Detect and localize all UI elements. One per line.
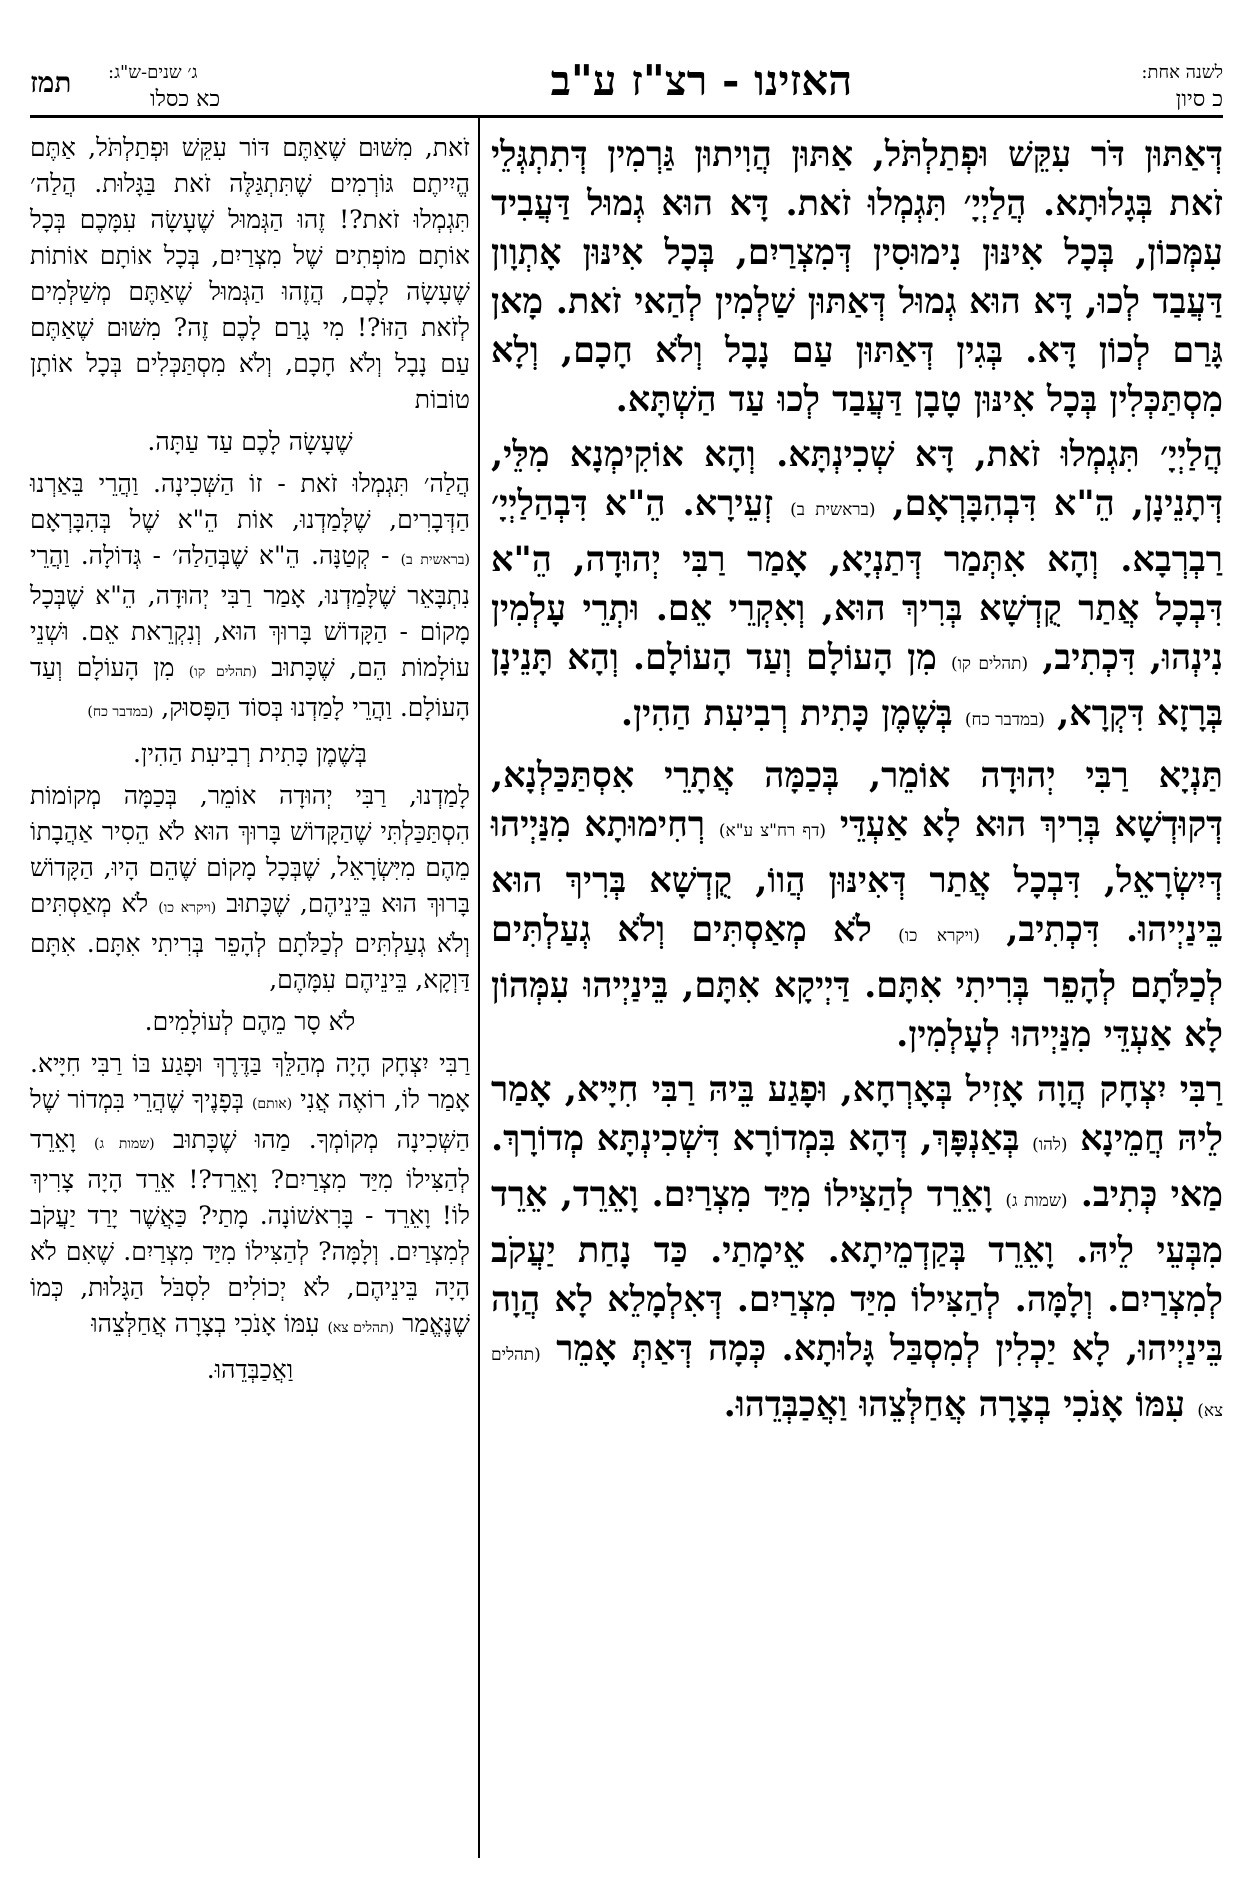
source-ref: (אותם) <box>251 1096 293 1112</box>
source-ref: (להו) <box>1032 1135 1068 1155</box>
main-paragraph-4 <box>491 1065 1223 1436</box>
page-ref: (דף רח"צ ע"א) <box>718 821 827 841</box>
source-ref: (תהלים צא) <box>327 1320 395 1336</box>
header-left-bottom: כא כסלו <box>150 87 221 112</box>
trans-p4-text-a: רַבִּי יִצְחָק הָיָה מְהַלֵּךְ בַּדֶּרֶךְ וּפָגַע בּוֹ רַבִּי חִיָּיא. אָמַר לוֹ, רוֹאֶה אֲנִי <box>30 1049 471 1114</box>
source-ref: (ויקרא כו) <box>898 926 980 946</box>
trans-p1-end: שֶׁעָשָׂה לָכֶם עַד עַתָּה. <box>147 427 353 456</box>
header-right-bottom: כ סיון <box>1175 87 1223 112</box>
main-p2-text-b: זְעֵירָא. הֵ"א דִּבְהַלַיְיָ׳ רַבְרְבָא. וְהָא אִתְּמַר דְּתַנְיָא, אָמַר רַבִּי יְהוּדָה, הֵ"א דִּבְכָל אֲתַר קֻדְשָׁא בְּרִיךְ הוּא, וְאִקְרֵי אֵם. וּתְרֵי עָלְמִין נִינְהוּ, דִּכְתִיב, <box>491 483 1224 678</box>
source-ref: (תהלים קו) <box>950 654 1029 674</box>
source-ref: (במדבר כח) <box>87 704 154 720</box>
trans-p4-end: וַאֲכַבְּדֵהוּ. <box>206 1355 294 1384</box>
source-ref: (שמות ג) <box>93 1136 155 1152</box>
trans-p2-end: בְּשֶׁמֶן כָּתִית רְבִיעִת הַהִין. <box>133 739 367 768</box>
trans-p3-text-a: לָמַדְנוּ, רַבִּי יְהוּדָה אוֹמֵר, בְּכַמָּה מְקוֹמוֹת הִסְתַּכַּלְתִּי שֶׁהַקָּדוֹשׁ בָּרוּךְ הוּא לֹא הֵסִיר אַהֲבָתוֹ מֵהֶם מִיִּשְׂרָאֵל, שֶׁבְּכָל מָקוֹם שֶׁהֵם הָיוּ, הַקָּדוֹשׁ בָּרוּךְ הוּא בֵּינֵיהֶם, שֶׁכָּתוּב <box>30 781 471 918</box>
source-ref: (בראשית ב) <box>400 552 470 568</box>
main-p4-text-d: עִמּוֹ אָנֹכִי בְצָרָה אֲחַלְּצֵהוּ וַאֲכַבְּדֵהוּ. <box>723 1384 1186 1425</box>
column-divider <box>478 118 480 1858</box>
trans-p3-text-b: לֹא מְאַסְתִּים וְלֹא גְעַלְתִּים לְכַלֹּתָם לְהָפֵר בְּרִיתִי אִתָּם. אִתָּם דַּוְקָא, בֵּינֵיהֶם עִמָּהֶם, <box>30 889 470 994</box>
trans-p4-text-c: וָאֵרֵד לְהַצִּילוֹ מִיַּד מִצְרַיִם? וָאֵרֵד?! אֵרֵד הָיָה צָרִיךְ לוֹ! וָאֵרֵד - בָּרִאשׁוֹנָה. מָתַי? כַּאֲשֶׁר יָרַד יַעֲקֹב לְמִצְרַיִם. וְלָמָּה? לְהַצִּילוֹ מִיַּד מִצְרַיִם. שֶׁאִם לֹא הָיָה בֵּינֵיהֶם, לֹא יְכוֹלִים לִסְבֹּל הַגָּלוּת, כְּמוֹ שֶׁנֶּאֱמַר <box>30 1125 470 1338</box>
main-p1-text: דְּאַתּוּן דֹּר עִקֵּשׁ וּפְתַלְתֹּל, אַתּוּן הֲוִיתוּן גַּרְמִין דְּתִתְגְּלֵי זֹאת בְּגָלוּתָא. הֲלַיְיָ׳ תִּגְמְלוּ זֹאת. דָּא הוּא גְמוּל דַּעֲבִיד עִמְּכוֹן, בְּכָל אִינּוּן נִימוּסִין דְּמִצְרַיִם, בְּכָל אִינּוּן אָתְוָון דַּעֲבַד לְכוּ, דָּא הוּא גְמוּל דְּאַתּוּן שַׁלְמִין לְהַאי זֹאת. מָאן גָּרַם לְכוֹן דָּא. בְּגִין דְּאַתּוּן עַם נָבָל וְלֹא חָכָם, וְלָא מִסְתַּכְּלִין בְּכָל אִינּוּן טָבָן דַּעֲבַד לְכוּ עַד הַשְׁתָּא. <box>491 134 1223 420</box>
header-left-top: ג׳ שנים-ש"ג: <box>108 62 198 83</box>
trans-p2-text-a: הֲלַה׳ תִּגְמְלוּ זֹאת - זוֹ הַשְּׁכִינָה. וַהֲרֵי בֵּאַרְנוּ הַדְּבָרִים, שֶׁלָּמַדְנוּ, אוֹת הֵ"א שֶׁל בְּהִבָּרְאָם <box>30 469 470 534</box>
main-p2-text-c: מִן הָעוֹלָם וְעַד הָעוֹלָם. וְהָא תָּנֵינָן בְּרָזָא דִּקְרָא, <box>491 637 1223 734</box>
trans-paragraph-3-end <box>30 1004 470 1040</box>
trans-p4-text-d: עִמּוֹ אָנֹכִי בְצָרָה אֲחַלְּצֵהוּ <box>91 1309 320 1338</box>
main-p3-text-c: לֹא מְאַסְתִּים וְלֹא גְעַלְתִּים לְכַלֹּתָם לְהָפֵר בְּרִיתִי אִתָּם. דַּיְיקָא אִתָּם, בֵּינַיְיהוּ עִמְּהוֹן לָא אַעְדֵּי מִנַּיְיהוּ לְעָלְמִין. <box>491 909 1223 1055</box>
main-p3-text-b: רְחִימוּתָא מִנַּיְיהוּ דְּיִשְׂרָאֵל, דִּבְכָל אֲתַר דְּאִינּוּן הֲווֹ, קֻדְשָׁא בְּרִיךְ הוּא בֵּינַיְיהוּ. דִּכְתִיב, <box>491 804 1223 950</box>
main-p4-text-b: בְּאַנְפָּךְ, דְּהָא בִּמְדוֹרָא דִּשְׁכִינְתָּא מְדוֹרָךְ. מַאי כְּתִיב. <box>491 1118 1223 1215</box>
source-ref: (ויקרא כו) <box>158 900 217 916</box>
trans-paragraph-2 <box>30 466 470 730</box>
main-paragraph-2 <box>491 430 1223 745</box>
main-p4-text-c: וָאֵרֵד לְהַצִּילוֹ מִיַּד מִצְרַיִם. וָאֵרֵד, אֵרֵד מִבְּעֵי לֵיהּ. וָאֵרֵד בְּקַדְמֵיתָא. אֵימָתַי. כַּד נָחַת יַעֲקֹב לְמִצְרַיִם. וְלָמָּה. לְהַצִּילוֹ מִיַּד מִצְרַיִם. דְּאִלְמָלֵא לָא הֲוָה בֵּינַיְיהוּ, לָא יַכְלִין לְמִסְבַּל גָּלוּתָא. כְּמָה דְּאַתְּ אָמֵר <box>491 1174 1223 1369</box>
translation-column <box>30 130 470 1394</box>
main-paragraph-3 <box>491 751 1223 1059</box>
trans-paragraph-1 <box>30 130 470 418</box>
main-p2-text-a: הֲלַיְיָ׳ תִּגְמְלוּ זֹאת, דָּא שְׁכִינְתָּא. וְהָא אוֹקִימְנָא מִלֵּי, דְּתָנֵינָן, הֵ"א דִּבְהִבָּרְאָם, <box>491 434 1224 524</box>
trans-paragraph-2-end <box>30 736 470 772</box>
trans-paragraph-1-end <box>30 424 470 460</box>
main-p2-text-d: בְּשֶׁמֶן כָּתִית רְבִיעִת הַהִין. <box>620 693 953 734</box>
main-text-column <box>491 130 1223 1442</box>
trans-p2-text-b: - קְטַנָּה. הֵ"א שֶׁבְּהַלַה׳ - גְּדוֹלָה. וַהֲרֵי נִתְבָּאֵר שֶׁלָּמַדְנוּ, אָמַר רַבִּי יְהוּדָה, הֵ"א שֶׁבְּכָל מָקוֹם - הַקָּדוֹשׁ בָּרוּךְ הוּא, וְנִקְרֵאת אֵם. וּשְׁנֵי עוֹלָמוֹת הֵם, שֶׁכָּתוּב <box>30 541 470 682</box>
trans-p4-text-b: בְּפָנֶיךָ שֶׁהֲרֵי בִּמְדוֹר שֶׁל הַשְּׁכִינָה מְקוֹמְךָ. מַהוּ שֶׁכָּתוּב <box>30 1085 470 1154</box>
source-ref: (במדבר כח) <box>964 710 1045 730</box>
trans-p1-text: זֹאת, מִשּׁוּם שֶׁאַתֶּם דּוֹר עִקֵּשׁ וּפְתַלְתֹּל, אַתֶּם הֱיִיתֶם גּוֹרְמִים שֶׁתִּתְגַּלֶּה זֹאת בַּגָּלוּת. הֲלַה׳ תִּגְמְלוּ זֹאת?! זֶהוּ הַגְּמוּל שֶׁעָשָׂה עִמָּכֶם בְּכָל אוֹתָם מוֹפְתִים שֶׁל מִצְרַיִם, בְּכָל אוֹתָם אוֹתוֹת שֶׁעָשָׂה לָכֶם, הֲזֶהוּ הַגְּמוּל שֶׁאַתֶּם מְשַׁלְּמִים לְזֹאת הַזּוֹ?! מִי גָרַם לָכֶם זֶה? מִשּׁוּם שֶׁאַתֶּם עַם נָבָל וְלֹא חָכָם, וְלֹא מִסְתַּכְּלִים בְּכָל אוֹתָן טוֹבוֹת <box>30 133 470 414</box>
trans-p3-end: לֹא סָר מֵהֶם לְעוֹלָמִים. <box>144 1007 356 1036</box>
source-ref: (תהלים צא) <box>491 1345 1223 1421</box>
main-p4-text-a: רַבִּי יִצְחָק הֲוָה אָזִיל בְּאָרְחָא, וּפָגַע בֵּיהּ רַבִּי חִיָּיא, אָמַר לֵיהּ חֲמֵינָא <box>491 1069 1224 1159</box>
page-title: האזינו - רצ"ז ע"ב <box>550 56 853 105</box>
trans-paragraph-4 <box>30 1046 470 1346</box>
header-right-top: לשנה אחת: <box>1141 62 1223 83</box>
source-ref: (תהלים קו) <box>188 664 258 680</box>
trans-p2-text-c: מִן הָעוֹלָם וְעַד הָעוֹלָם. וַהֲרֵי לָמַדְנוּ בְּסוֹד הַפָּסוּק, <box>30 653 470 722</box>
page-header <box>30 28 1223 112</box>
source-ref: (בראשית ב) <box>790 500 876 520</box>
main-paragraph-1 <box>491 130 1223 424</box>
source-ref: (שמות ג) <box>1005 1191 1068 1211</box>
main-p3-text-a: תַּנְיָא רַבִּי יְהוּדָה אוֹמֵר, בְּכַמָּה אֲתָרֵי אִסְתַּכַּלְנָא, דְּקוּדְשָׁא בְּרִיךְ הוּא לָא אַעְדֵּי <box>491 755 1224 845</box>
trans-paragraph-3 <box>30 778 470 998</box>
header-rule <box>30 115 1223 118</box>
page-number: תמז <box>30 66 72 99</box>
trans-paragraph-4-end <box>30 1352 470 1388</box>
